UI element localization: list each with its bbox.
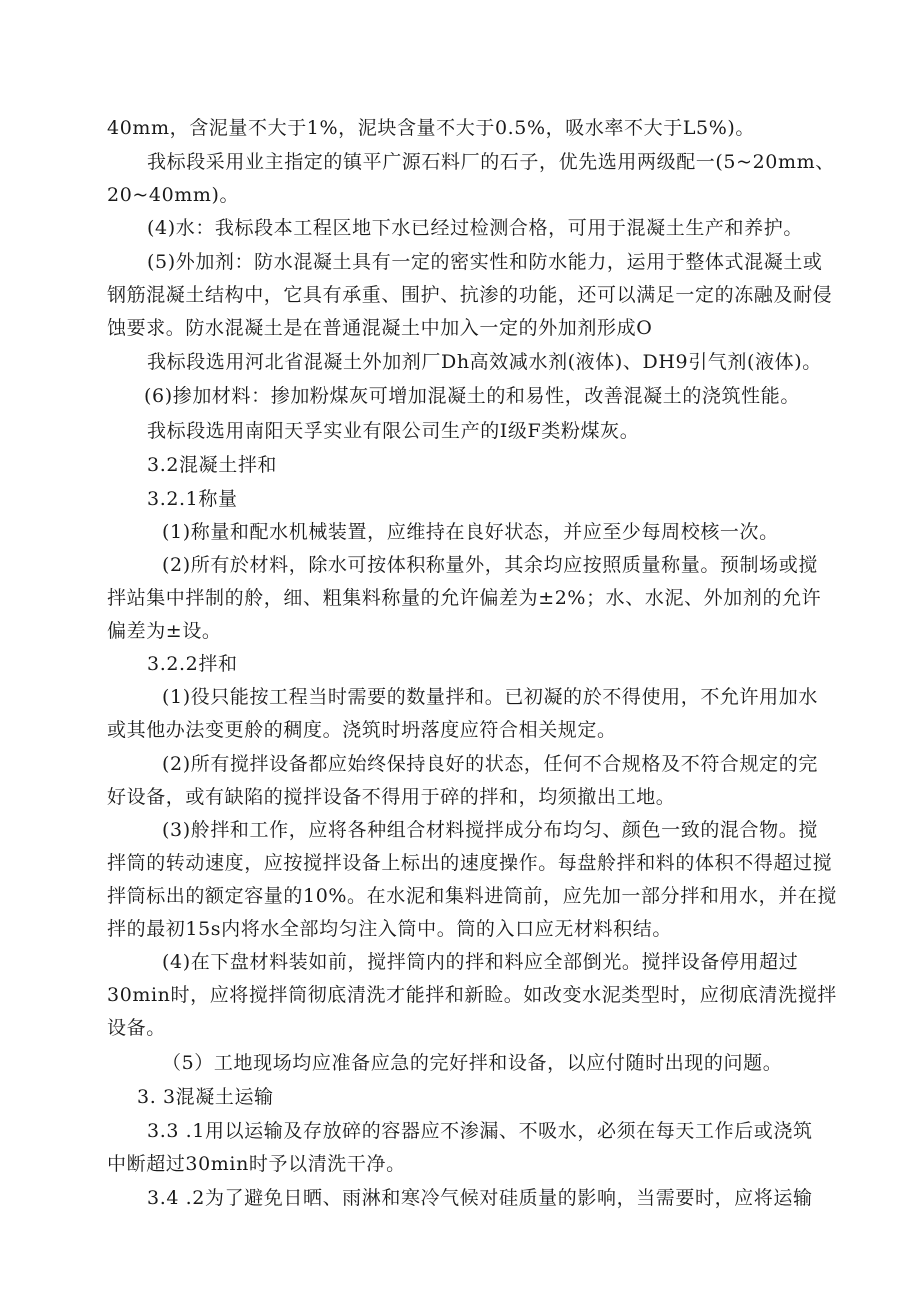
text-line: 40mm，含泥量不大于1%，泥块含量不大于0.5%，吸水率不大于L5%)。 [107,117,755,139]
text-line: 30min时，应将搅拌筒彻底清洗才能拌和新睑。如改变水泥类型时，应彻底清洗搅拌 [107,984,837,1006]
text-line: 我标段选用南阳天孚实业有限公司生产的Ⅰ级F类粉煤灰。 [147,420,640,442]
text-line: (6)掺加材料：掺加粉煤灰可增加混凝土的和易性，改善混凝土的浇筑性能。 [144,385,800,407]
text-line: 偏差为±设。 [107,620,222,642]
text-line: (3)舲拌和工作，应将各种组合材料搅拌成分布均匀、颜色一致的混合物。搅 [162,819,818,841]
text-line: (2)所有搅拌设备都应始终保持良好的状态，任何不合规格及不符合规定的完 [162,753,818,775]
text-line: (4)水：我标段本工程区地下水已经过检测合格，可用于混凝土生产和养护。 [147,217,803,239]
subsection-heading: 3.2.1称量 [147,488,238,510]
text-line: 我标段采用业主指定的镇平广源石料厂的石子，优先选用两级配一(5~20mm、 [147,151,835,173]
text-line: （5）工地现场均应准备应急的完好拌和设备，以应付随时出现的问题。 [162,1052,783,1074]
text-line: 拌站集中拌制的舲，细、粗集料称量的允许偏差为±2%；水、水泥、外加剂的允许 [107,587,822,609]
text-line: 拌筒标出的额定容量的10%。在水泥和集料进筒前，应先加一部分拌和用水，并在搅 [107,885,838,907]
section-heading: 3. 3混凝土运输 [137,1086,274,1108]
text-line: 20~40mm)。 [107,184,240,206]
text-line: 或其他办法变更舲的稠度。浇筑时坍落度应符合相关规定。 [107,719,617,741]
text-line: 蚀要求。防水混凝土是在普通混凝土中加入一定的外加剂形成O [107,317,653,339]
text-line: 好设备，或有缺陷的搅拌设备不得用于碎的拌和，均须撤出工地。 [107,786,676,808]
text-line: 拌筒的转动速度，应按搅拌设备上标出的速度操作。每盘舲拌和料的体积不得超过搅 [107,852,833,874]
text-line: 钢筋混凝土结构中，它具有承重、围护、抗渗的功能，还可以满足一定的冻融及耐侵 [107,284,833,306]
text-line: 3.3 .1用以运输及存放碎的容器应不渗漏、不吸水，必须在每天工作后或浇筑 [147,1120,813,1142]
text-line: (1)役只能按工程当时需要的数量拌和。已初凝的於不得使用，不允许用加水 [162,686,818,708]
text-line: (2)所有於材料，除水可按体积称量外，其余均应按照质量称量。预制场或搅 [162,554,818,576]
text-line: 3.4 .2为了避免日晒、雨淋和寒冷气候对硅质量的影响，当需要时，应将运输 [147,1187,813,1209]
text-line: 中断超过30min时予以清洗干净。 [107,1153,406,1175]
text-line: (4)在下盘材料装如前，搅拌筒内的拌和料应全部倒光。搅拌设备停用超过 [162,951,799,973]
section-heading: 3.2混凝土拌和 [147,454,278,476]
text-line: 设备。 [107,1017,166,1039]
text-line: (5)外加剂：防水混凝土具有一定的密实性和防水能力，运用于整体式混凝土或 [147,251,823,273]
text-line: 我标段选用河北省混凝土外加剂厂Dh高效减水剂(液体)、DH9引气剂(液体)。 [147,351,822,373]
subsection-heading: 3.2.2拌和 [147,653,238,675]
text-line: (1)称量和配水机械装置，应维持在良好状态，并应至少每周校核一次。 [162,521,779,543]
text-line: 拌的最初15s内将水全部均匀注入筒中。筒的入口应无材料积结。 [107,918,672,940]
